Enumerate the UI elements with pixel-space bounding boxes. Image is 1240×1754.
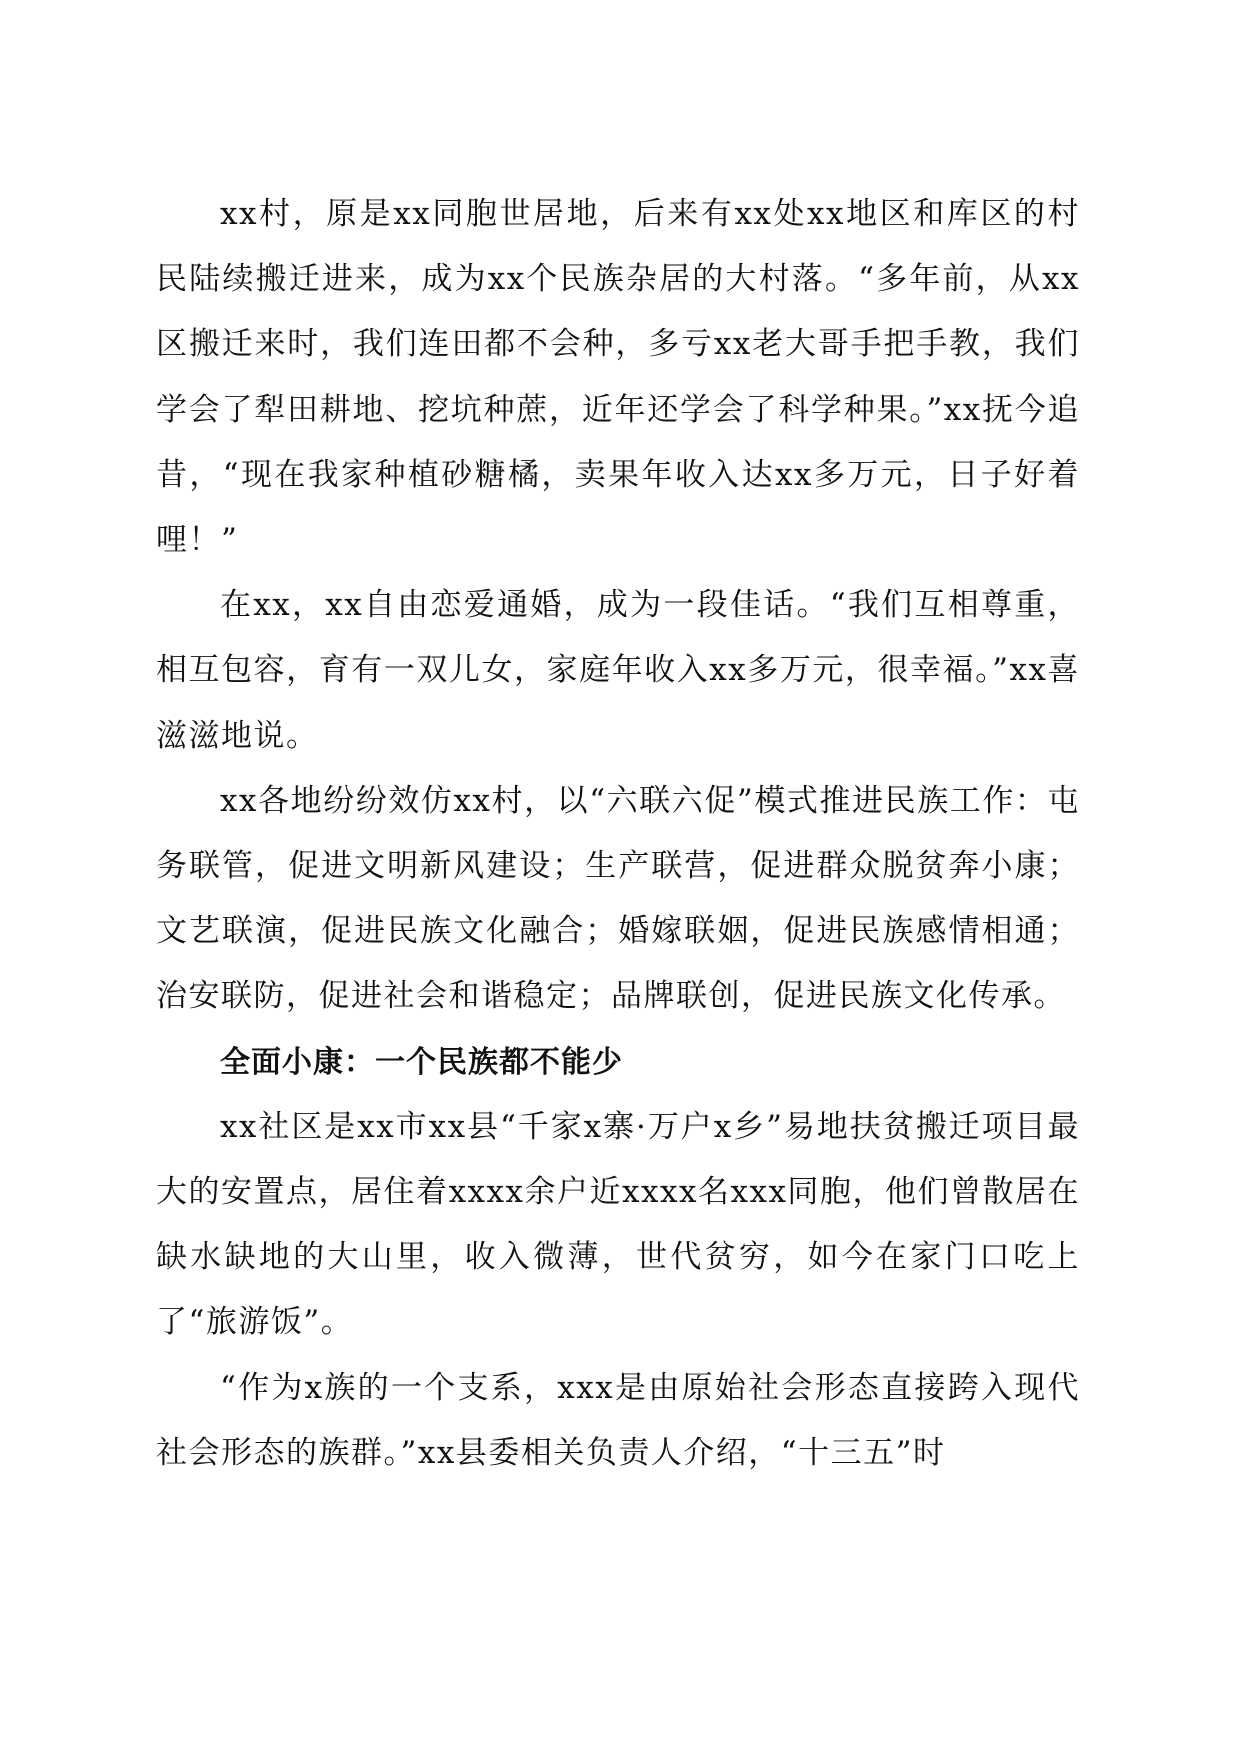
paragraph-six-links: xx各地纷纷效仿xx村，以“六联六促”模式推进民族工作：屯务联管，促进文明新风建设；生产联营，促进群众脱贫奔小康；文艺联演，促进民族文化融合；婚嫁联姻，促进民族感情相通；治安联防，促进社会和谐稳定；品牌联创，促进民族文化传承。 (156, 782, 1080, 1015)
paragraph-intermarriage: 在xx，xx自由恋爱通婚，成为一段佳话。“我们互相尊重，相互包容，育有一双儿女，家庭年收入xx多万元，很幸福。”xx喜滋滋地说。 (156, 587, 1080, 754)
paragraph-community-resettlement: xx社区是xx市xx县“千家x寨·万户x乡”易地扶贫搬迁项目最大的安置点，居住着xxxx余户近xxxx名xxx同胞，他们曾散居在缺水缺地的大山里，收入微薄，世代贫穷，如今在家门口吃上了“旅游饭”。 (156, 1108, 1080, 1341)
document-body (156, 182, 1080, 1486)
paragraph-ethnic-branch: “作为x族的一个支系，xxx是由原始社会形态直接跨入现代社会形态的族群。”xx县委相关负责人介绍，“十三五”时 (156, 1369, 1080, 1471)
paragraph-xx-village: xx村，原是xx同胞世居地，后来有xx处xx地区和库区的村民陆续搬迁进来，成为xx个民族杂居的大村落。“多年前，从xx区搬迁来时，我们连田都不会种，多亏xx老大哥手把手教，我们学会了犁田耕地、挖坑种蔗，近年还学会了科学种果。”xx抚今追昔，“现在我家种植砂糖橘，卖果年收入达xx多万元，日子好着哩！” (156, 196, 1080, 559)
section-heading: 全面小康：一个民族都不能少 (220, 1044, 623, 1080)
